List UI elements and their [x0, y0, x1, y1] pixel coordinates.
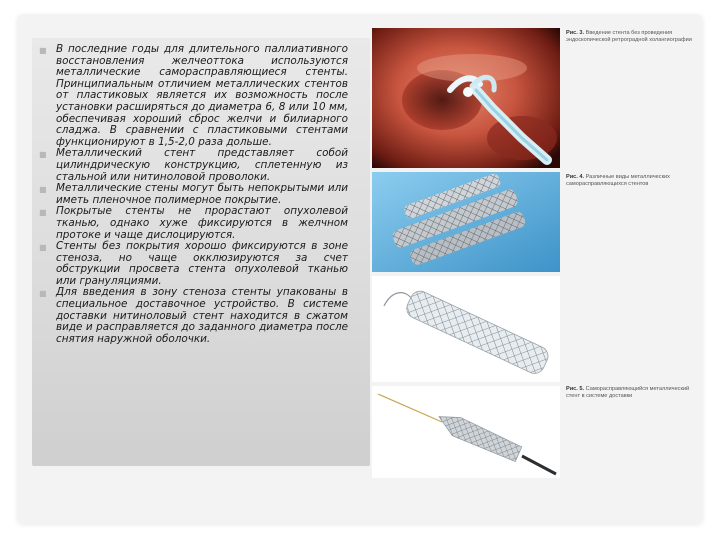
bullet-marker-icon: ■ [39, 289, 47, 299]
caption-number: Рис. 3. [566, 30, 585, 36]
bullet-text: Для введения в зону стеноза стенты упакованы в специальное доставочное устройство. В системе доставки нитиноловый стент находится в сжатом виде и расправляется до заданного диаметра после снятия наружной оболочки. [56, 286, 348, 345]
bullet-text: В последние годы для длительного паллиативного восстановления желчеоттока используются металлические саморасправляющиеся стенты. Принципиальным отличием металлических стентов от пластиковых является их возможность после установки расширяться до диаметра 6, 8 или 10 мм, обеспечивая хороший сброс желчи и билиарного сладжа. В сравнении с пластиковыми стентами функционируют в 1,5-2,0 раза дольше. [56, 43, 348, 148]
figure-caption [566, 386, 696, 400]
stents-photo-graphic [372, 172, 560, 272]
bullet-marker-icon: ■ [39, 150, 47, 160]
bullet-item [36, 183, 348, 206]
single-stent-photo [372, 276, 560, 382]
bullet-text: Покрытые стенты не прорастают опухолевой тканью, однако хуже фиксируются в желчном протоке и чаще дислоцируются. [56, 205, 348, 241]
caption-text: Саморасправляющийся металлический стент в системе доставки [566, 386, 690, 399]
single-stent-graphic [372, 276, 560, 382]
caption-text: Различные виды металлических саморасправляющихся стентов [566, 174, 670, 187]
caption-number: Рис. 4. [566, 174, 585, 180]
figure-caption [566, 174, 696, 188]
bullet-list [36, 44, 348, 345]
bullet-item [36, 206, 348, 241]
delivery-system-photo [372, 386, 560, 478]
bullet-text: Стенты без покрытия хорошо фиксируются в зоне стеноза, но чаще окклюзируются за счет обструкции просвета стента опухолевой тканью или грануляциями. [56, 240, 348, 287]
endoscopy-photo-graphic [372, 28, 560, 168]
figure-caption [566, 30, 696, 44]
bullet-item [36, 241, 348, 287]
bullet-marker-icon: ■ [39, 243, 47, 253]
endoscopy-photo [372, 28, 560, 168]
bullet-item [36, 287, 348, 345]
delivery-system-graphic [372, 386, 560, 478]
bullet-marker-icon: ■ [39, 208, 47, 218]
bullet-marker-icon: ■ [39, 185, 47, 195]
bullet-text: Металлический стент представляет собой цилиндрическую конструкцию, сплетенную из стальной или нитиноловой проволоки. [56, 147, 348, 183]
bullet-text: Металлические стены могут быть непокрытыми или иметь пленочное полимерное покрытие. [56, 182, 348, 206]
stents-photo [372, 172, 560, 272]
bullet-item [36, 44, 348, 148]
caption-text: Введение стента без проведения эндоскопической ретроградной холангиографии [566, 30, 692, 43]
bullet-marker-icon: ■ [39, 46, 47, 55]
caption-number: Рис. 5. [566, 386, 585, 392]
bullet-item [36, 148, 348, 183]
